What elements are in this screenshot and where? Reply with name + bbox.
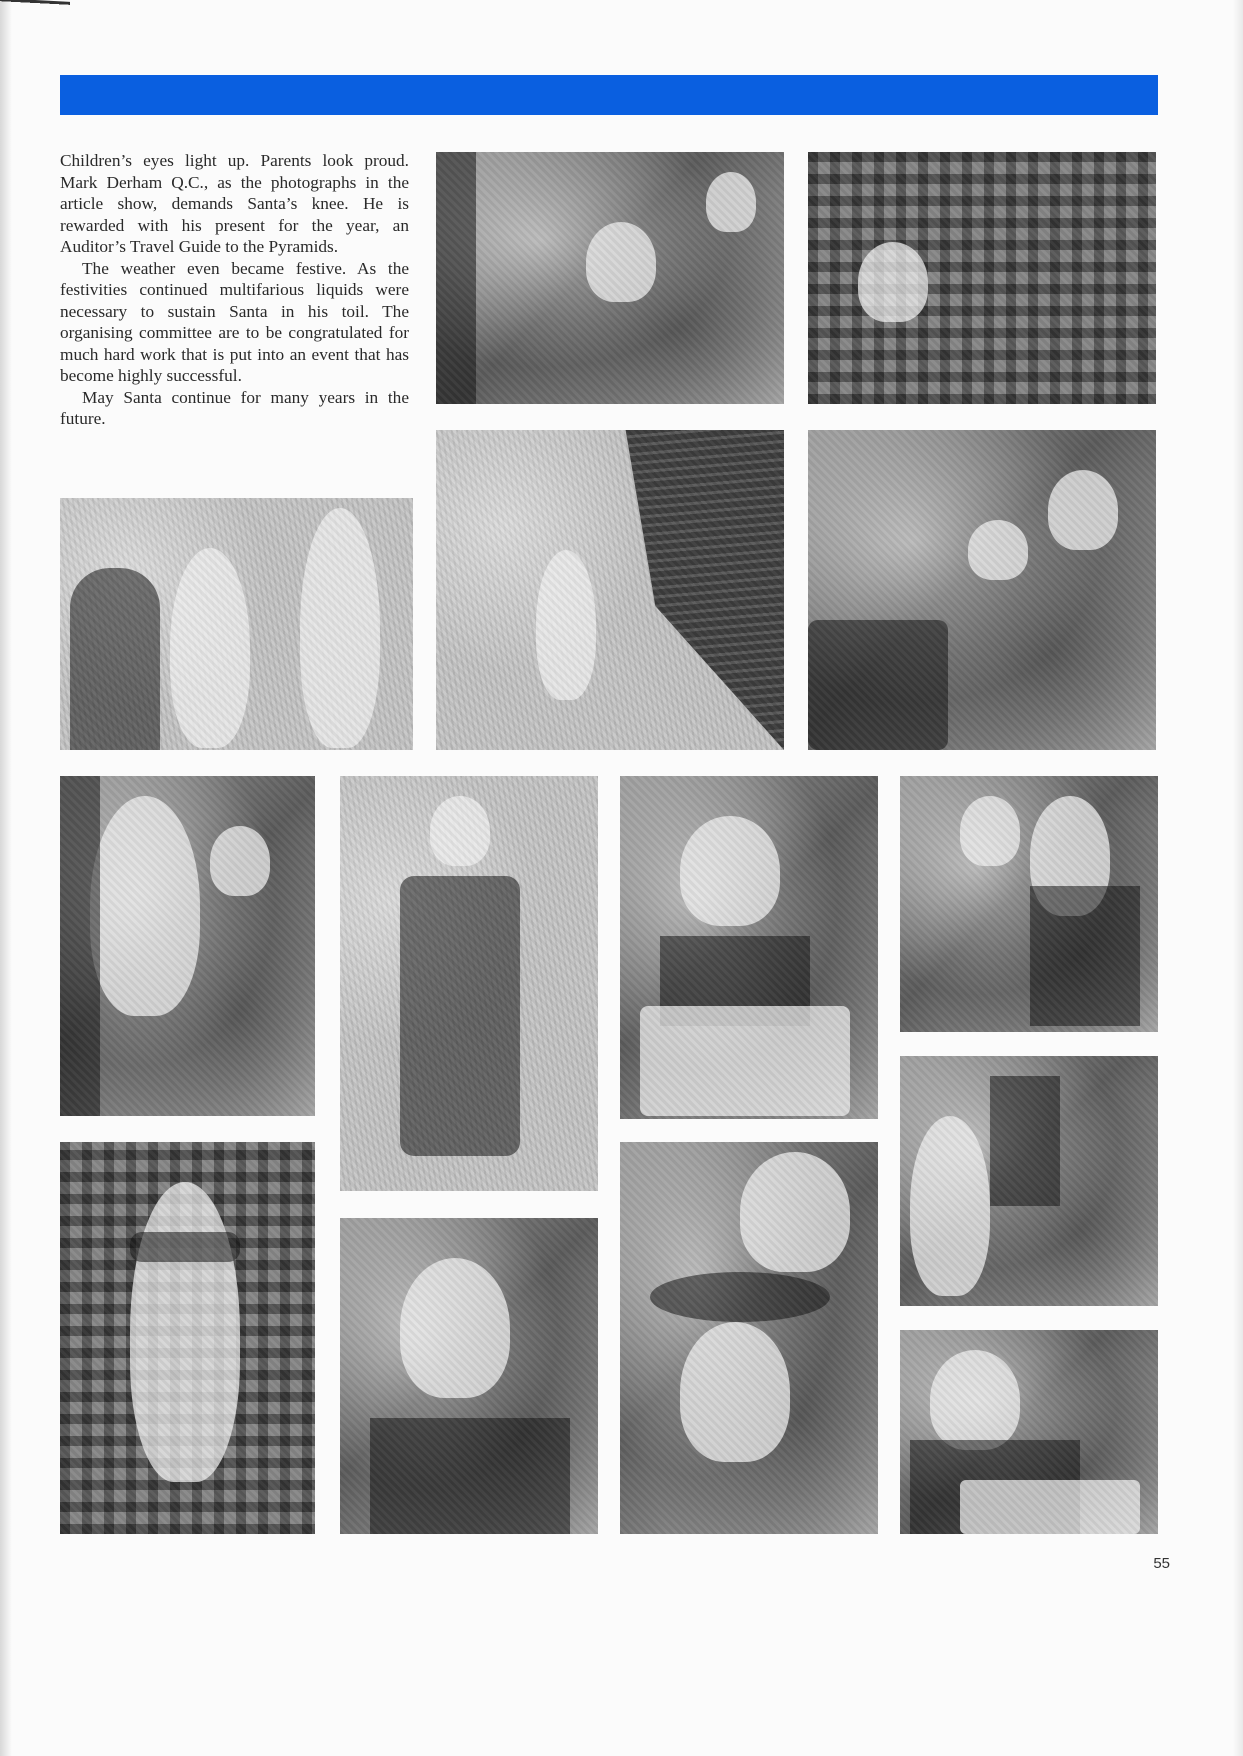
header-bar <box>60 75 1158 115</box>
article-text <box>60 150 409 430</box>
photo-child-by-lake-with-ducks <box>436 430 784 750</box>
paragraph: May Santa continue for many years in the future. <box>60 387 409 428</box>
photo-boy-in-cap-with-present <box>620 776 878 1119</box>
photo-man-with-santa <box>900 776 1158 1032</box>
photo-girl-in-star-dress <box>340 1218 598 1534</box>
photo-boy-with-yoyo <box>340 776 598 1191</box>
paragraph: The weather even became festive. As the festivities continued multifarious liquids were necessary to sustain Santa in his toil. The organising committee are to be congratulated for much hard work that is put into an event that has become highly successful. <box>60 258 409 385</box>
photo-children-in-hats <box>620 1142 878 1534</box>
photo-toddler-with-present <box>900 1330 1158 1534</box>
spine-shadow <box>0 0 12 1756</box>
photo-girl-in-crowd <box>900 1056 1158 1306</box>
photo-child-in-mask-costume <box>60 1142 315 1534</box>
page-number: 55 <box>1153 1555 1170 1572</box>
photo-man-and-boy-with-picnic-basket <box>808 430 1156 750</box>
photo-girl-with-santa <box>60 776 315 1116</box>
photo-boy-lying-on-picnic-rug <box>808 152 1156 404</box>
photo-three-women-with-drinks <box>60 498 413 750</box>
photo-crowd-with-children <box>436 152 784 404</box>
paragraph: Children’s eyes light up. Parents look proud. Mark Derham Q.C., as the photographs in the article show, demands Santa’s knee. He is rewarded with his present for the year, an Auditor’s Travel Guide to the Pyramids. <box>60 151 409 256</box>
page-edge <box>1233 0 1243 1756</box>
